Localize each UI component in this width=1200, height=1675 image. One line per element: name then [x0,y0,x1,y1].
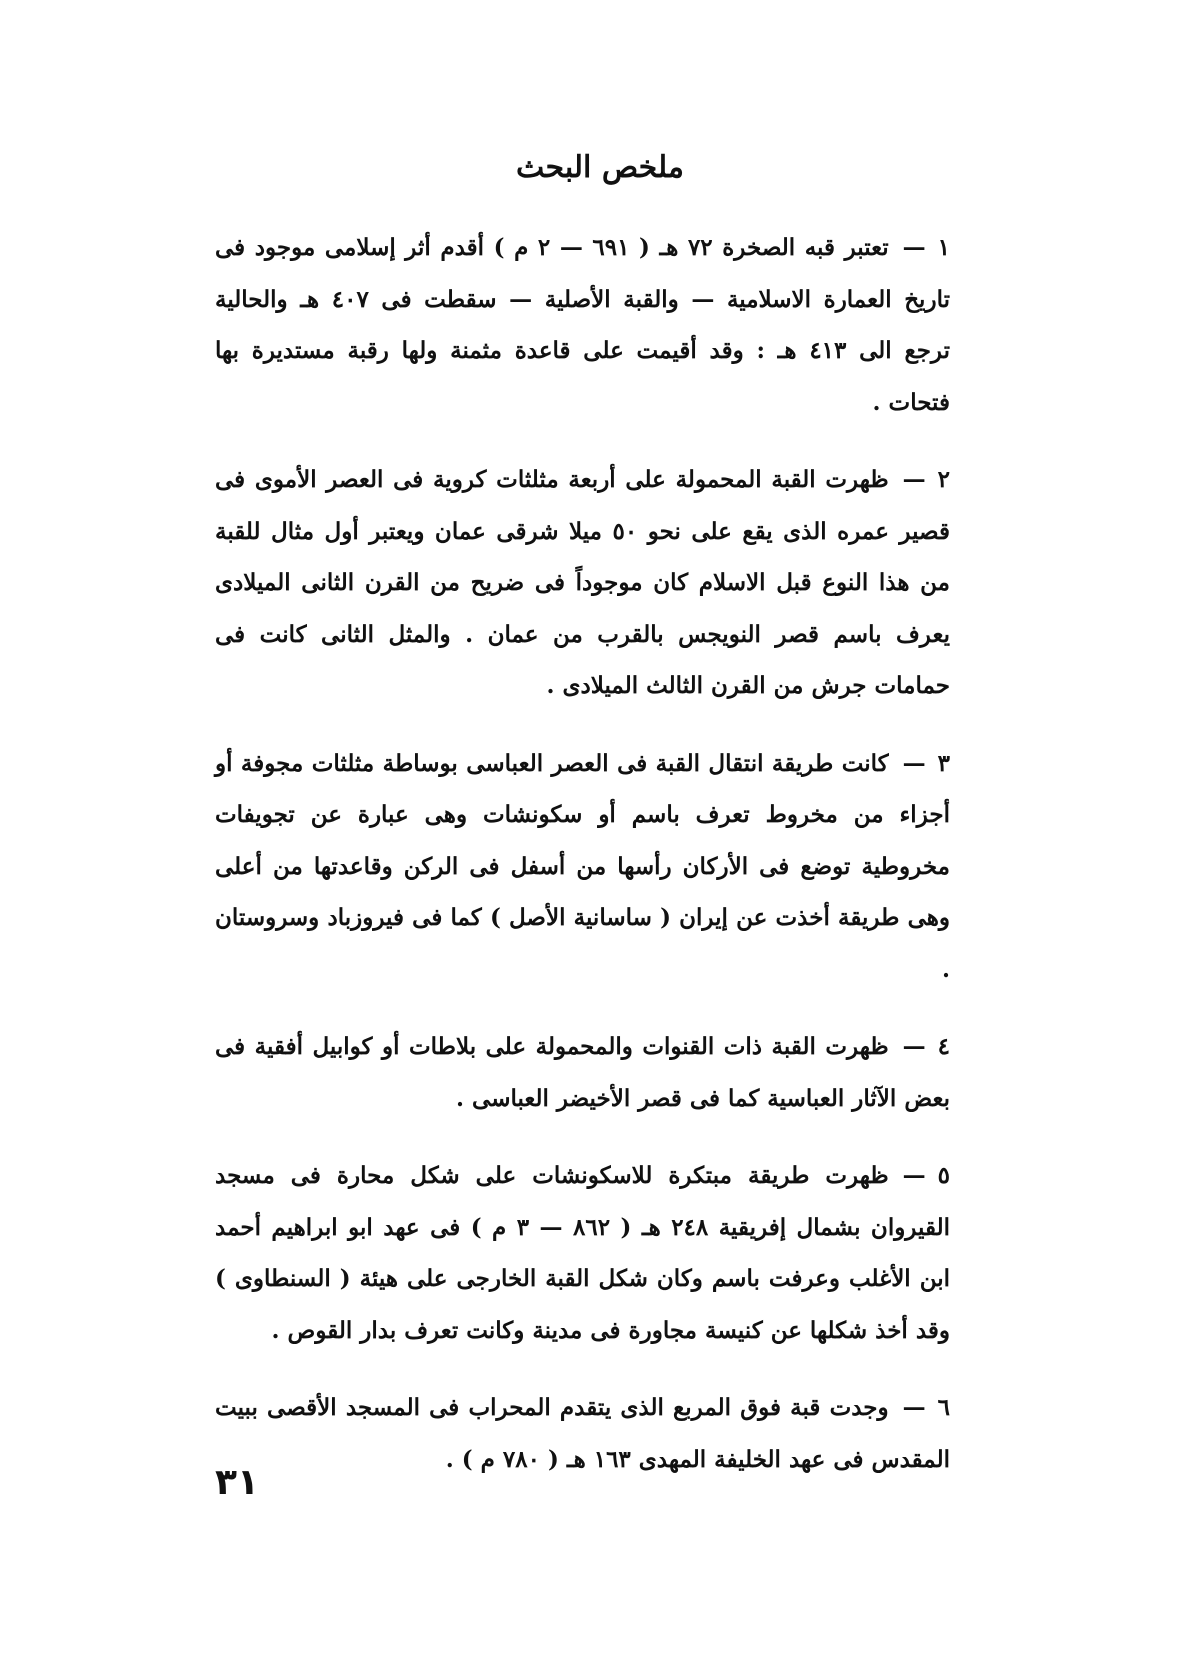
paragraph-dash: — [902,1394,926,1421]
paragraph-number: ٢ [937,466,950,493]
page-title: ملخص البحث [516,150,684,185]
paragraph-text: كانت طريقة انتقال القبة فى العصر العباسى بوساطة مثلثات مجوفة أو أجزاء من مخروط تعرف باسم أو سكونشات وهى عبارة عن تجويفات مخروطية توضع فى الأركان رأسها من أسفل فى الركن وقاعدتها من أعلى وهى طريقة أخذت عن إيران ( ساسانية الأصل ) كما فى فيروزباد وسروستان . [215,749,950,983]
summary-paragraph-6 [215,1382,950,1485]
paragraph-text: تعتبر قبه الصخرة ٧٢ هـ ( ٦٩١ — ٢ م ) أقدم أثر إسلامى موجود فى تاريخ العمارة الاسلامية — والقبة الأصلية — سقطت فى ٤٠٧ هـ والحالية ترجع الى ٤١٣ هـ : وقد أقيمت على قاعدة مثمنة ولها رقبة مستديرة بها فتحات . [215,234,950,416]
summary-body [215,222,950,1511]
paragraph-dash: — [902,234,926,261]
paragraph-text: وجدت قبة فوق المربع الذى يتقدم المحراب فى المسجد الأقصى ببيت المقدس فى عهد الخليفة المهدى ١٦٣ هـ ( ٧٨٠ م ) . [215,1394,950,1473]
paragraph-text: ظهرت طريقة مبتكرة للاسكونشات على شكل محارة فى مسجد القيروان بشمال إفريقية ٢٤٨ هـ ( ٨٦٢ — ٣ م ) فى عهد ابو ابراهيم أحمد ابن الأغلب وعرفت باسم وكان شكل القبة الخارجى على هيئة ( السنطاوى ) وقد أخذ شكلها عن كنيسة مجاورة فى مدينة وكانت تعرف بدار القوص . [215,1162,950,1344]
paragraph-number: ٥ [937,1162,950,1189]
paragraph-dash: — [902,1162,926,1189]
summary-paragraph-2 [215,454,950,712]
summary-paragraph-4 [215,1021,950,1124]
summary-paragraph-5 [215,1150,950,1356]
paragraph-dash: — [902,749,926,777]
summary-paragraph-3 [215,738,950,996]
paragraph-number: ٦ [937,1394,950,1421]
summary-paragraph-1 [215,222,950,428]
paragraph-dash: — [902,1033,926,1060]
paragraph-number: ٣ [937,749,950,777]
paragraph-number: ٤ [937,1033,950,1060]
paragraph-text: ظهرت القبة المحمولة على أربعة مثلثات كروية فى العصر الأموى فى قصير عمره الذى يقع على نحو ٥٠ ميلا شرقى عمان ويعتبر أول مثال للقبة من هذا النوع قبل الاسلام كان موجوداً فى ضريح من القرن الثانى الميلادى يعرف باسم قصر النويجس بالقرب من عمان . والمثل الثانى كانت فى حمامات جرش من القرن الثالث الميلادى . [215,466,950,699]
paragraph-number: ١ [937,234,950,261]
page-number: ٣١ [215,1462,259,1503]
paragraph-text: ظهرت القبة ذات القنوات والمحمولة على بلاطات أو كوابيل أفقية فى بعض الآثار العباسية كما فى قصر الأخيضر العباسى . [215,1033,950,1112]
paragraph-dash: — [902,466,926,493]
